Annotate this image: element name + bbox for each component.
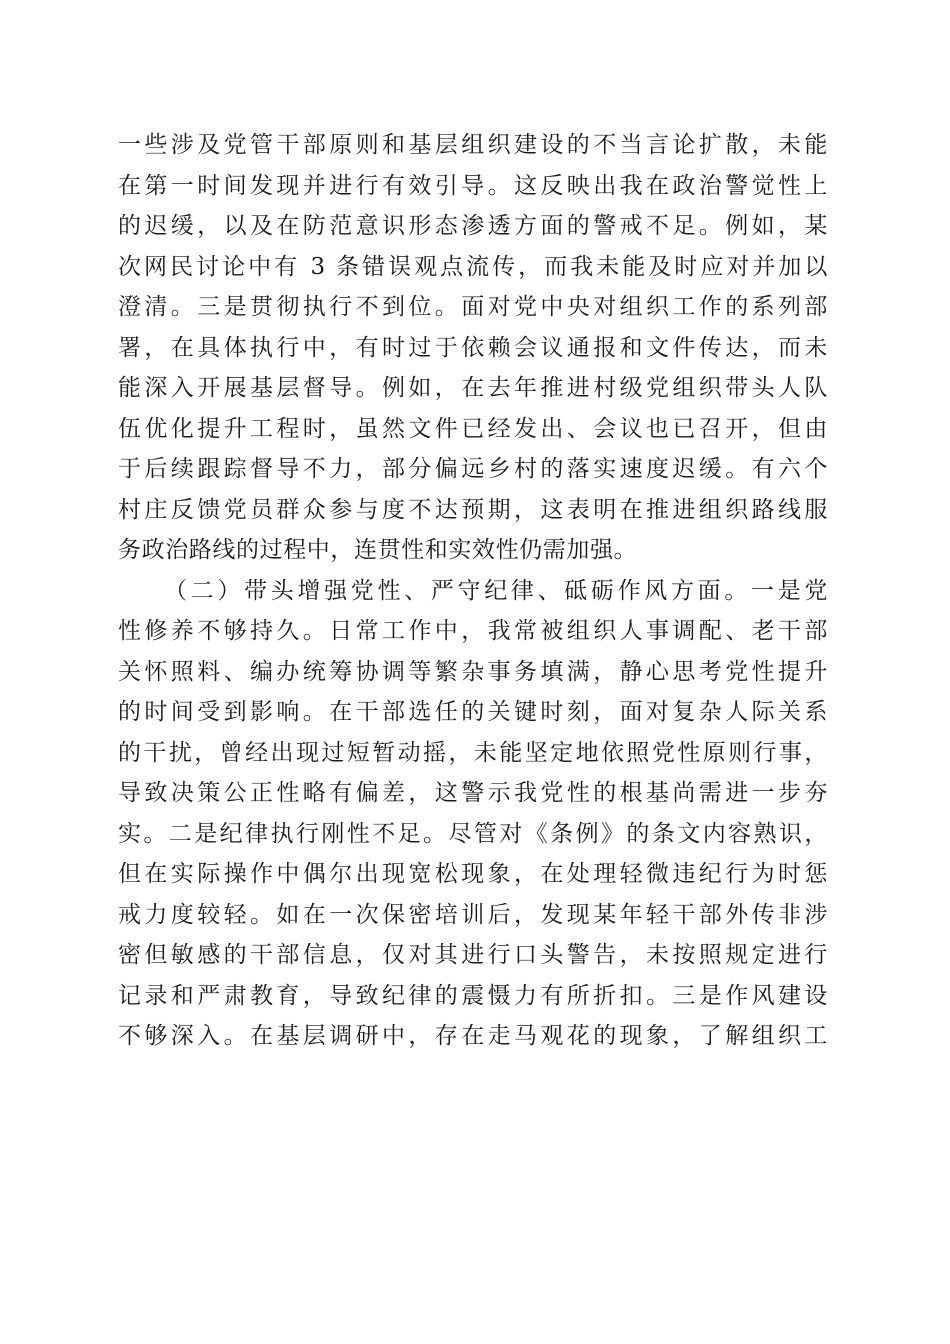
document-body	[118, 125, 828, 1057]
text-line: 务政治路线的过程中，连贯性和实效性仍需加强。	[118, 537, 638, 563]
text-line: 次网民讨论中有 3 条错误观点流传，而我未能及时应对并加以	[118, 253, 828, 280]
paragraph-1	[118, 125, 828, 571]
text-line: 的时间受到影响。在干部选任的关键时刻，面对复杂人际关系	[118, 699, 828, 725]
section-heading-line: （二）带头增强党性、严守纪律、砥砺作风方面。一是党	[164, 577, 828, 604]
text-line: 一些涉及党管干部原则和基层组织建设的不当言论扩散，未能	[118, 132, 828, 158]
text-line: 澄清。三是贯彻执行不到位。面对党中央对组织工作的系列部	[118, 294, 828, 320]
text-line: 村庄反馈党员群众参与度不达预期，这表明在推进组织路线服	[118, 496, 828, 523]
text-line: 记录和严肃教育，导致纪律的震慑力有所折扣。三是作风建设	[118, 982, 828, 1009]
text-line: 能深入开展基层督导。例如，在去年推进村级党组织带头人队	[118, 375, 828, 401]
text-line: 关怀照料、编办统筹协调等繁杂事务填满，静心思考党性提升	[118, 658, 828, 685]
text-line: 伍优化提升工程时，虽然文件已经发出、会议也已召开，但由	[118, 415, 828, 442]
text-line: 性修养不够持久。日常工作中，我常被组织人事调配、老干部	[118, 618, 828, 644]
text-line: 的迟缓，以及在防范意识形态渗透方面的警戒不足。例如，某	[118, 213, 828, 239]
paragraph-2	[118, 571, 828, 1057]
text-line: 实。二是纪律执行刚性不足。尽管对《条例》的条文内容熟识，	[118, 820, 828, 847]
text-line: 在第一时间发现并进行有效引导。这反映出我在政治警觉性上	[118, 172, 828, 199]
text-line: 的干扰，曾经出现过短暂动摇，未能坚定地依照党性原则行事，	[118, 739, 828, 766]
text-line: 署，在具体执行中，有时过于依赖会议通报和文件传达，而未	[118, 334, 828, 361]
text-line: 戒力度较轻。如在一次保密培训后，发现某年轻干部外传非涉	[118, 901, 828, 928]
text-line: 但在实际操作中偶尔出现宽松现象，在处理轻微违纪行为时惩	[118, 861, 828, 887]
text-line: 导致决策公正性略有偏差，这警示我党性的根基尚需进一步夯	[118, 780, 828, 806]
text-line: 不够深入。在基层调研中，存在走马观花的现象，了解组织工	[118, 1023, 828, 1049]
text-line: 密但敏感的干部信息，仅对其进行口头警告，未按照规定进行	[118, 942, 828, 968]
text-line: 于后续跟踪督导不力，部分偏远乡村的落实速度迟缓。有六个	[118, 456, 828, 482]
